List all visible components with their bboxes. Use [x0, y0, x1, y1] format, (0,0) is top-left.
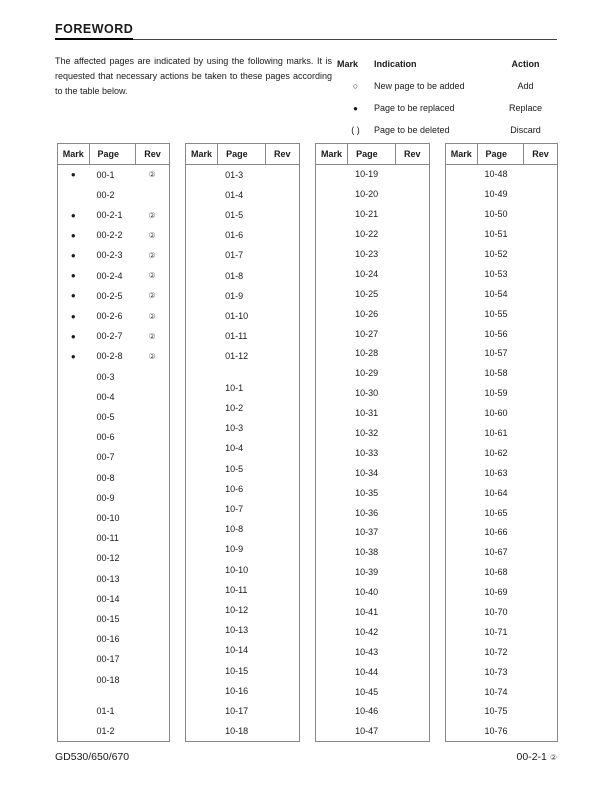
page-cell: 10-15 [225, 665, 249, 676]
table-row [186, 306, 299, 326]
page-cell: 10-17 [225, 706, 249, 717]
intro-paragraph: The affected pages are indicated by using the following marks. It is requested that necessary actions be taken to these pages according to the table below. [55, 56, 332, 96]
page-cell: 00-2-2 [96, 230, 123, 241]
table-body [186, 165, 299, 742]
table-row [58, 589, 169, 609]
page-cell: 00-2-4 [96, 270, 123, 281]
page-cell: 10-8 [225, 524, 244, 535]
table-row [58, 670, 169, 690]
rev-cell: ② [148, 230, 156, 240]
page-cell: 00-17 [96, 654, 120, 665]
table-row [446, 364, 557, 384]
table-row [58, 549, 169, 569]
page-cell: 10-55 [484, 308, 508, 319]
table-row [58, 226, 169, 246]
table-row [186, 479, 299, 499]
open-circle-icon: ○ [352, 81, 359, 91]
table-row [316, 682, 429, 702]
table-row [58, 690, 169, 701]
mark-cell: ● [70, 271, 76, 281]
page-cell: 10-26 [355, 308, 379, 319]
page-cell: 10-56 [484, 328, 508, 339]
rev-cell: ② [148, 351, 156, 361]
table-row [186, 580, 299, 600]
table-row [446, 404, 557, 424]
table-row [446, 304, 557, 324]
table-row [316, 543, 429, 563]
table-row [58, 306, 169, 326]
page-cell: 00-7 [96, 452, 115, 463]
table-row [316, 324, 429, 344]
table-body [446, 165, 557, 742]
table-row [446, 205, 557, 225]
page-cell: 00-11 [96, 533, 119, 544]
rev-cell: ② [148, 250, 156, 260]
page-cell: 10-9 [225, 544, 244, 555]
page-cell: 10-2 [225, 403, 244, 414]
table-row [446, 264, 557, 284]
page-cell: 01-11 [225, 331, 248, 342]
page-cell: 10-68 [484, 567, 508, 578]
table-row [58, 722, 169, 742]
table-header-row [186, 144, 299, 165]
page-cell: 10-32 [355, 428, 379, 439]
table-row [186, 701, 299, 721]
table-row [316, 503, 429, 523]
table-row [58, 701, 169, 721]
table-row [316, 563, 429, 583]
page-cell: 10-31 [355, 408, 379, 419]
page-cell: 10-40 [355, 587, 379, 598]
page-cell: 01-6 [225, 230, 244, 241]
page-cell: 10-60 [484, 408, 508, 419]
table-row [446, 622, 557, 642]
page-cell: 10-29 [355, 368, 379, 379]
legend-header-action: Action [511, 59, 540, 69]
page-cell: 10-3 [225, 423, 244, 434]
parentheses-mark: ( ) [351, 125, 360, 135]
legend-header-mark: Mark [337, 59, 359, 69]
page-cell: 10-45 [355, 686, 379, 697]
table-row [58, 609, 169, 629]
table-row [186, 560, 299, 580]
table-row [186, 266, 299, 286]
table-row [316, 702, 429, 722]
legend-action: Add [517, 81, 534, 91]
table-row [186, 246, 299, 266]
page-cell: 10-14 [225, 645, 249, 656]
table-row [316, 722, 429, 742]
table-row [58, 407, 169, 427]
table-row [316, 404, 429, 424]
page-cell: 10-24 [355, 268, 379, 279]
table-body [316, 165, 429, 742]
page-cell: 10-6 [225, 483, 244, 494]
page-cell: 10-62 [484, 447, 508, 458]
page-cell: 10-48 [484, 169, 508, 180]
page-cell: 10-30 [355, 388, 379, 399]
page-cell: 00-2-6 [96, 311, 123, 322]
page-cell: 01-5 [225, 210, 244, 220]
page-cell: 10-23 [355, 249, 379, 259]
page-cell: 10-46 [355, 706, 379, 717]
affected-pages-table-1 [57, 143, 170, 742]
table-row [316, 364, 429, 384]
page-cell: 10-70 [484, 607, 508, 618]
table-row [316, 225, 429, 245]
table-row [58, 266, 169, 286]
column-header-rev: Rev [265, 144, 299, 164]
table-row [186, 540, 299, 560]
page-cell: 10-54 [484, 288, 508, 299]
table-row [186, 600, 299, 620]
page-cell: 10-74 [484, 686, 508, 697]
rev-cell: ② [148, 271, 156, 281]
mark-cell: ● [70, 210, 76, 220]
table-row [446, 603, 557, 623]
table-row [58, 165, 169, 185]
table-row [186, 226, 299, 246]
table-row [316, 662, 429, 682]
table-row [58, 286, 169, 306]
page-cell: 10-37 [355, 527, 379, 538]
page-cell: 00-14 [96, 593, 120, 604]
table-row [446, 702, 557, 722]
table-row [446, 443, 557, 463]
page-cell: 10-65 [484, 507, 508, 518]
page-cell: 00-2-1 [96, 210, 123, 220]
page-cell: 10-66 [484, 527, 508, 538]
table-row [446, 185, 557, 205]
page-cell: 10-71 [484, 626, 508, 637]
page-cell: 10-49 [484, 189, 508, 200]
table-row [316, 443, 429, 463]
page-cell: 10-43 [355, 646, 379, 657]
table-row [316, 245, 429, 265]
table-row [58, 448, 169, 468]
table-row [446, 682, 557, 702]
page-cell: 10-64 [484, 487, 508, 498]
page-cell: 01-4 [225, 189, 244, 200]
page-cell: 10-51 [484, 229, 508, 240]
table-row [446, 424, 557, 444]
column-header-mark: Mark [450, 149, 472, 159]
table-row [316, 384, 429, 404]
table-row [316, 165, 429, 185]
table-row [186, 378, 299, 398]
mark-cell: ● [70, 170, 76, 180]
table-row [316, 284, 429, 304]
table-row [446, 563, 557, 583]
page-cell: 00-18 [96, 674, 120, 685]
table-row [316, 344, 429, 364]
column-header-rev: Rev [135, 144, 169, 164]
column-header-mark: Mark [62, 149, 84, 159]
table-row [58, 327, 169, 347]
page-cell: 10-61 [484, 428, 508, 439]
table-row [58, 468, 169, 488]
column-header-rev: Rev [395, 144, 429, 164]
table-header-row [58, 144, 169, 165]
page-cell: 01-12 [225, 351, 249, 362]
page-cell: 10-53 [484, 268, 508, 279]
column-header-page: Page [477, 144, 524, 164]
page-cell: 10-4 [225, 443, 244, 454]
table-row [58, 347, 169, 367]
table-row [186, 499, 299, 519]
table-row [186, 641, 299, 661]
legend-action: Replace [508, 103, 543, 113]
page-cell: 00-10 [96, 513, 120, 524]
page-cell: 10-34 [355, 467, 379, 478]
page-cell: 10-44 [355, 666, 379, 677]
table-row [316, 622, 429, 642]
page-cell: 10-72 [484, 646, 508, 657]
footer-model-number: GD530/650/670 [55, 751, 130, 763]
table-row [186, 185, 299, 205]
column-header-page: Page [217, 144, 264, 164]
page-title: FOREWORD [55, 22, 133, 40]
footer-page-value: 00-2-1 [516, 751, 547, 763]
legend-indication: Page to be deleted [374, 125, 450, 135]
table-row [316, 642, 429, 662]
page-cell: 00-15 [96, 614, 120, 625]
table-row [316, 583, 429, 603]
table-row [186, 520, 299, 540]
table-body [58, 165, 169, 742]
column-header-mark: Mark [191, 149, 213, 159]
page-cell: 01-9 [225, 290, 244, 301]
table-row [58, 630, 169, 650]
affected-pages-table-4 [445, 143, 558, 742]
page-cell: 01-2 [96, 726, 115, 737]
page-cell: 10-21 [355, 209, 379, 220]
page-cell: 10-19 [355, 169, 379, 180]
table-row [58, 508, 169, 528]
table-row [316, 424, 429, 444]
rev-cell: ② [148, 210, 156, 220]
table-row [446, 225, 557, 245]
column-header-page: Page [347, 144, 394, 164]
page-cell: 10-57 [484, 348, 508, 359]
page-cell: 00-2-7 [96, 331, 123, 342]
page-cell: 10-7 [225, 504, 244, 515]
table-row [316, 483, 429, 503]
page-cell: 10-39 [355, 567, 379, 578]
table-row [186, 621, 299, 641]
mark-cell: ● [70, 311, 76, 321]
table-row [186, 661, 299, 681]
mark-cell: ● [70, 250, 76, 260]
page-cell: 10-59 [484, 388, 508, 399]
page-cell: 01-3 [225, 169, 244, 180]
column-header-mark: Mark [321, 149, 343, 159]
page-cell: 10-67 [484, 547, 508, 558]
page-cell: 00-9 [96, 492, 115, 503]
page-cell: 10-41 [355, 607, 379, 618]
table-row [58, 529, 169, 549]
table-row [316, 523, 429, 543]
table-row [316, 463, 429, 483]
table-row [446, 662, 557, 682]
table-row [58, 488, 169, 508]
table-row [446, 384, 557, 404]
mark-cell: ● [70, 230, 76, 240]
table-row [446, 284, 557, 304]
page-cell: 10-47 [355, 726, 379, 737]
page-cell: 00-16 [96, 634, 120, 645]
rev-cell: ② [148, 331, 156, 341]
rev-cell: ② [148, 291, 156, 301]
table-row [316, 304, 429, 324]
page-cell: 00-2-5 [96, 290, 123, 301]
page-cell: 10-13 [225, 625, 249, 636]
page-cell: 10-12 [225, 605, 249, 616]
page-cell: 10-27 [355, 328, 379, 339]
table-row [316, 264, 429, 284]
table-row [446, 503, 557, 523]
column-header-rev: Rev [523, 144, 557, 164]
table-row [446, 245, 557, 265]
affected-pages-table-3 [315, 143, 430, 742]
page-cell: 10-63 [484, 467, 508, 478]
table-row [58, 367, 169, 387]
rev-cell: ② [148, 170, 156, 180]
table-row [186, 347, 299, 367]
mark-cell: ● [70, 291, 76, 301]
page-cell: 10-25 [355, 288, 379, 299]
page-cell: 00-6 [96, 432, 115, 443]
table-row [186, 327, 299, 347]
table-header-row [316, 144, 429, 165]
page-cell: 10-20 [355, 189, 379, 200]
page-cell: 00-12 [96, 553, 120, 564]
table-row [186, 205, 299, 225]
table-header-row [446, 144, 557, 165]
page-cell: 10-35 [355, 487, 379, 498]
page-cell: 10-76 [484, 726, 508, 737]
page-cell: 01-1 [96, 706, 115, 717]
table-row [446, 165, 557, 185]
table-row [446, 722, 557, 742]
page-cell: 00-5 [96, 412, 115, 423]
page-cell: 00-3 [96, 371, 115, 382]
page-cell: 00-4 [96, 391, 115, 402]
table-row [58, 428, 169, 448]
table-row [316, 205, 429, 225]
page-cell: 00-2-8 [96, 351, 123, 362]
table-row [446, 583, 557, 603]
table-row [58, 246, 169, 266]
table-row [58, 569, 169, 589]
table-row [186, 367, 299, 378]
page-cell: 10-18 [225, 726, 249, 737]
table-row [446, 543, 557, 563]
table-row [316, 185, 429, 205]
column-header-page: Page [89, 144, 136, 164]
page-cell: 10-33 [355, 447, 379, 458]
table-row [316, 603, 429, 623]
table-row [186, 398, 299, 418]
table-row [186, 165, 299, 185]
page-cell: 00-1 [96, 169, 115, 180]
table-row [58, 650, 169, 670]
page-cell: 01-7 [225, 250, 244, 261]
mark-cell: ● [70, 331, 76, 341]
page-cell: 10-11 [225, 584, 248, 595]
page-cell: 10-69 [484, 587, 508, 598]
table-row [186, 681, 299, 701]
table-row [446, 463, 557, 483]
page-cell: 00-13 [96, 573, 120, 584]
footer-page-number [517, 751, 557, 763]
footer-rev-mark: ② [549, 753, 557, 762]
table-row [446, 642, 557, 662]
page-cell: 10-52 [484, 249, 508, 259]
page-cell: 10-16 [225, 685, 249, 696]
page-cell: 01-8 [225, 270, 244, 281]
page-cell: 10-42 [355, 626, 379, 637]
page-cell: 00-2 [96, 189, 115, 200]
table-row [58, 387, 169, 407]
filled-circle-icon: ● [353, 103, 358, 113]
page-cell: 10-1 [225, 382, 244, 393]
page-cell: 10-10 [225, 564, 249, 575]
title-rule [55, 20, 557, 40]
table-row [58, 205, 169, 225]
affected-pages-table-2 [185, 143, 300, 742]
page-cell: 10-73 [484, 666, 508, 677]
page-cell: 10-28 [355, 348, 379, 359]
table-row [58, 185, 169, 205]
rev-cell: ② [148, 311, 156, 321]
page-cell: 10-5 [225, 463, 244, 474]
marks-legend [337, 53, 559, 141]
mark-cell: ● [70, 351, 76, 361]
table-row [186, 439, 299, 459]
table-row [186, 459, 299, 479]
page-cell: 10-58 [484, 368, 508, 379]
page-cell: 10-75 [484, 706, 508, 717]
legend-indication: Page to be replaced [374, 103, 455, 113]
page-cell: 10-22 [355, 229, 379, 240]
table-row [186, 286, 299, 306]
legend-action: Discard [510, 125, 541, 135]
table-row [186, 722, 299, 742]
table-row [446, 483, 557, 503]
page-cell: 10-38 [355, 547, 379, 558]
table-row [446, 523, 557, 543]
page-cell: 01-10 [225, 311, 249, 322]
page-cell: 10-50 [484, 209, 508, 220]
page-cell: 00-2-3 [96, 250, 123, 261]
table-row [186, 419, 299, 439]
table-row [446, 324, 557, 344]
legend-header-indication: Indication [374, 59, 417, 69]
page-cell: 00-8 [96, 472, 115, 483]
page-cell: 10-36 [355, 507, 379, 518]
legend-indication: New page to be added [374, 81, 465, 91]
table-row [446, 344, 557, 364]
